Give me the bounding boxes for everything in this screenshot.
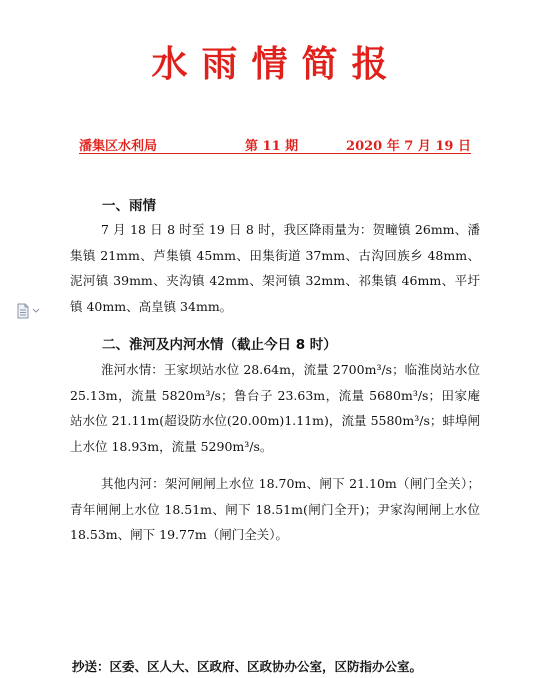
section-heading-river: 二、淮河及内河水情（截止今日 8 时） <box>102 337 337 353</box>
huaihe-paragraph: 淮河水情：王家坝站水位 28.64m，流量 2700m³/s；临淮岗站水位 25.13m，流量 5820m³/s；鲁台子 23.63m，流量 5680m³/s；田家庵站水位 21.11m(超设防水位(20.00m)1.11m)，流量 5580m³/s；蚌埠闸上水位 18.93m，流量 5290m³/s。 <box>70 362 480 454</box>
issue-date: 2020 年 7 月 19 日 <box>346 139 471 154</box>
issuing-organization: 潘集区水利局 <box>79 139 158 154</box>
document-icon[interactable] <box>17 303 41 319</box>
issue-number: 第 11 期 <box>245 139 299 154</box>
document-title: 水雨情简报 <box>151 44 402 85</box>
inland-river-paragraph: 其他内河：架河闸闸上水位 18.70m、闸下 21.10m（闸门全关）；青年闸闸上水位 18.51m、闸下 18.51m(闸门全开)；尹家沟闸闸上水位 18.53m、闸下 19.77m（闸门全关）。 <box>70 476 480 542</box>
section-heading-rain: 一、雨情 <box>102 198 156 214</box>
issue-header <box>79 135 471 154</box>
rain-paragraph: 7 月 18 日 8 时至 19 日 8 时，我区降雨量为：贺疃镇 26mm、潘集镇 21mm、芦集镇 45mm、田集街道 37mm、古沟回族乡 48mm、泥河镇 39mm、夹沟镇 42mm、架河镇 32mm、祁集镇 46mm、平圩镇 40mm、高皇镇 34mm。 <box>70 222 480 314</box>
cc-recipients: 抄送：区委、区人大、区政府、区政协办公室，区防指办公室。 <box>72 659 423 674</box>
